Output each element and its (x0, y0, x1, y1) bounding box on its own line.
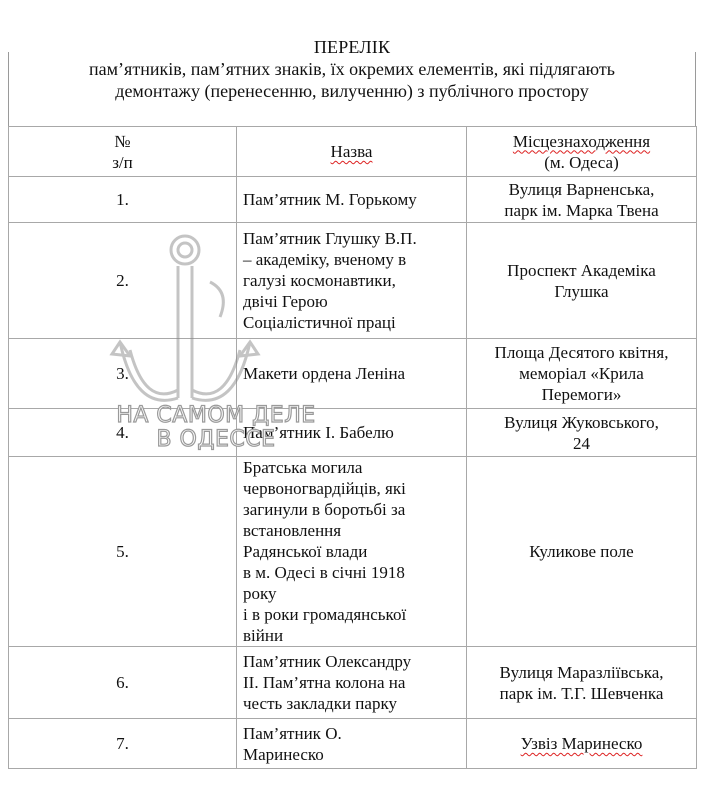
monument-location (467, 409, 697, 457)
monument-name (237, 647, 467, 719)
monument-location (467, 647, 697, 719)
monument-name-line: Маринеско (243, 744, 324, 764)
monument-name (237, 457, 467, 647)
column-header-number: № з/п (9, 127, 237, 177)
monument-location-line: Проспект Академіка (507, 260, 656, 280)
monument-name-line: двічі Герою (243, 292, 328, 311)
monument-location-line: Вулиця Варненська, (508, 179, 655, 199)
monument-location-line: Куликове поле (529, 542, 634, 561)
monument-location-line: Глушка (554, 281, 609, 301)
document-subtitle-line-1: пам’ятників, пам’ятних знаків, їх окремих елементів, які підлягають (89, 59, 615, 79)
watermark-text: НА САМОМ ДЕЛЕ В ОДЕССЕ (116, 403, 316, 452)
frame-left-rule (8, 52, 9, 126)
table-row (9, 457, 697, 647)
table-row (9, 719, 697, 769)
monument-name-line: Пам’ятник О. (243, 723, 342, 743)
column-header-location: Місцезнаходження (м. Одеса) (467, 127, 697, 177)
monument-location-text: Узвіз Маринеско (520, 734, 643, 753)
monument-location-line: парк ім. Т.Г. Шевченка (499, 683, 664, 703)
row-number: 5. (9, 457, 237, 647)
monument-location (467, 177, 697, 223)
monument-name-line: встановлення (243, 521, 342, 540)
document-title: ПЕРЕЛІК (313, 37, 391, 57)
monument-location (467, 339, 697, 409)
frame-right-rule (695, 52, 696, 126)
monument-name-line: Радянської влади (243, 542, 368, 561)
row-number: 7. (9, 719, 237, 769)
row-number: 6. (9, 647, 237, 719)
monument-name-line: загинули в боротьбі за (243, 500, 406, 519)
row-number: 1. (9, 177, 237, 223)
monument-name (237, 223, 467, 339)
monuments-table (8, 126, 697, 769)
row-number: 3. (9, 339, 237, 409)
table-header-row (9, 127, 697, 177)
monument-name-line: – академіку, вченому в (243, 250, 407, 269)
monument-name-line: галузі космонавтики, (243, 271, 396, 290)
monument-location-line: Вулиця Жуковського, (504, 412, 659, 432)
monument-name-line: Пам’ятник Глушку В.П. (243, 229, 417, 248)
monument-location-line: Площа Десятого квітня, (494, 343, 669, 362)
document-header (8, 36, 696, 102)
monument-location (467, 719, 697, 769)
monument-name-line: Соціалістичної праці (243, 313, 396, 332)
monument-location (467, 223, 697, 339)
monument-name-line: Братська могила (243, 458, 363, 477)
monument-name-line: честь закладки парку (243, 694, 397, 713)
monument-name-line: червоногвардійців, які (243, 479, 406, 498)
monument-name-line: Пам’ятник І. Бабелю (243, 423, 394, 442)
monument-name-line: війни (243, 626, 284, 645)
monument-name-line: Пам’ятник Олександру (243, 652, 412, 671)
table-row (9, 339, 697, 409)
row-number: 4. (9, 409, 237, 457)
monument-location (467, 457, 697, 647)
monument-location-line: Перемоги» (541, 385, 622, 404)
monument-location-line (473, 733, 690, 754)
table-row (9, 223, 697, 339)
monument-name-line: року (243, 584, 277, 603)
monument-location-line: 24 (573, 433, 590, 453)
table-row (9, 177, 697, 223)
table-row (9, 647, 697, 719)
monument-name-line: ІІ. Пам’ятна колона на (243, 673, 406, 692)
monument-name-line: Пам’ятник М. Горькому (243, 190, 417, 209)
table-row (9, 409, 697, 457)
column-header-name: Назва (237, 127, 467, 177)
monument-location-line: Вулиця Маразліївська, (499, 662, 664, 682)
monument-name (237, 409, 467, 457)
document-subtitle-line-2: демонтажу (перенесенню, вилученню) з публічного простору (115, 81, 589, 101)
row-number: 2. (9, 223, 237, 339)
monument-name-line: і в роки громадянської (243, 605, 407, 624)
monument-name (237, 177, 467, 223)
monument-location-line: меморіал «Крила (519, 364, 644, 383)
monument-location-line: парк ім. Марка Твена (504, 200, 659, 220)
monument-name-line: в м. Одесі в січні 1918 (243, 563, 405, 582)
monument-name (237, 339, 467, 409)
monument-name (237, 719, 467, 769)
monument-name-line: Макети ордена Леніна (243, 364, 406, 383)
